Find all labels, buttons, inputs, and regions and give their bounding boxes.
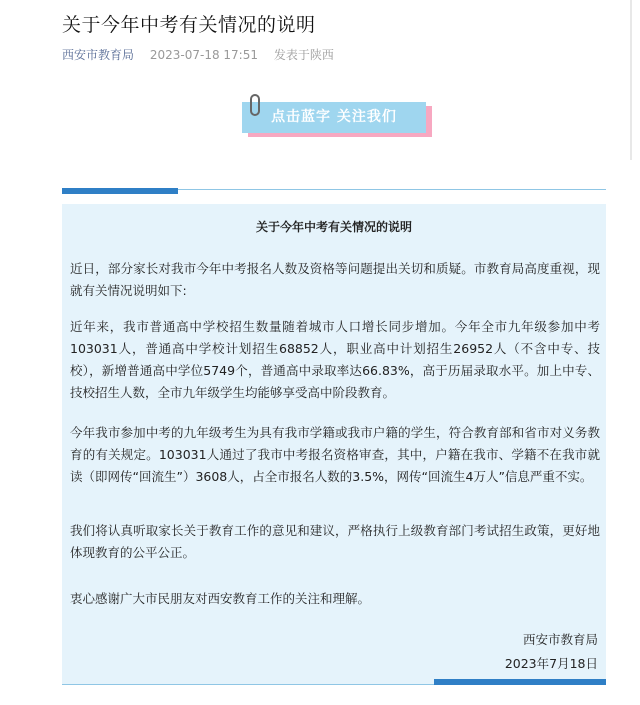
publish-datetime: 2023-07-18 17:51: [149, 48, 258, 62]
accent-bar-bottom: [434, 679, 606, 685]
notice-panel: [62, 204, 606, 684]
follow-banner[interactable]: [242, 102, 430, 136]
article-title: 关于今年中考有关情况的说明: [62, 14, 316, 36]
notice-signature: 西安市教育局: [522, 632, 598, 647]
scrollbar-track[interactable]: [630, 0, 632, 160]
notice-paragraph: 近年来，我市普通高中学校招生数量随着城市人口增长同步增加。今年全市九年级参加中考103031人，普通高中学校计划招生68852人，职业高中计划招生26952人（不含中专、技校），新增普通高中学位5749个，普通高中录取率达66.83%，高于历届录取水平。加上中专、技校招生人数，全市九年级学生均能够享受高中阶段教育。: [70, 319, 600, 400]
accent-bar-top: [62, 188, 178, 194]
notice-date: 2023年7月18日: [504, 656, 598, 671]
author-link[interactable]: 西安市教育局: [62, 48, 135, 62]
publish-location: 发表于陕西: [273, 48, 334, 62]
notice-paragraph: 今年我市参加中考的九年级考生为具有我市学籍或我市户籍的学生，符合教育部和省市对义务教育的有关规定。103031人通过了我市中考报名资格审查，其中，户籍在我市、学籍不在我市就读（即网传“回流生”）3608人，占全市报名人数的3.5%，网传“回流生4万人”信息严重不实。: [70, 425, 600, 484]
notice-heading: 关于今年中考有关情况的说明: [255, 220, 412, 234]
follow-banner-label[interactable]: 点击蓝字 关注我们: [242, 102, 426, 133]
paperclip-icon: [250, 94, 260, 116]
notice-paragraph: 衷心感谢广大市民朋友对西安教育工作的关注和理解。: [70, 591, 371, 606]
article-meta: [62, 46, 334, 63]
notice-paragraph: 我们将认真听取家长关于教育工作的意见和建议，严格执行上级教育部门考试招生政策，更好地体现教育的公平公正。: [70, 523, 600, 560]
notice-paragraph: 近日，部分家长对我市今年中考报名人数及资格等问题提出关切和质疑。市教育局高度重视，现就有关情况说明如下:: [70, 261, 600, 298]
